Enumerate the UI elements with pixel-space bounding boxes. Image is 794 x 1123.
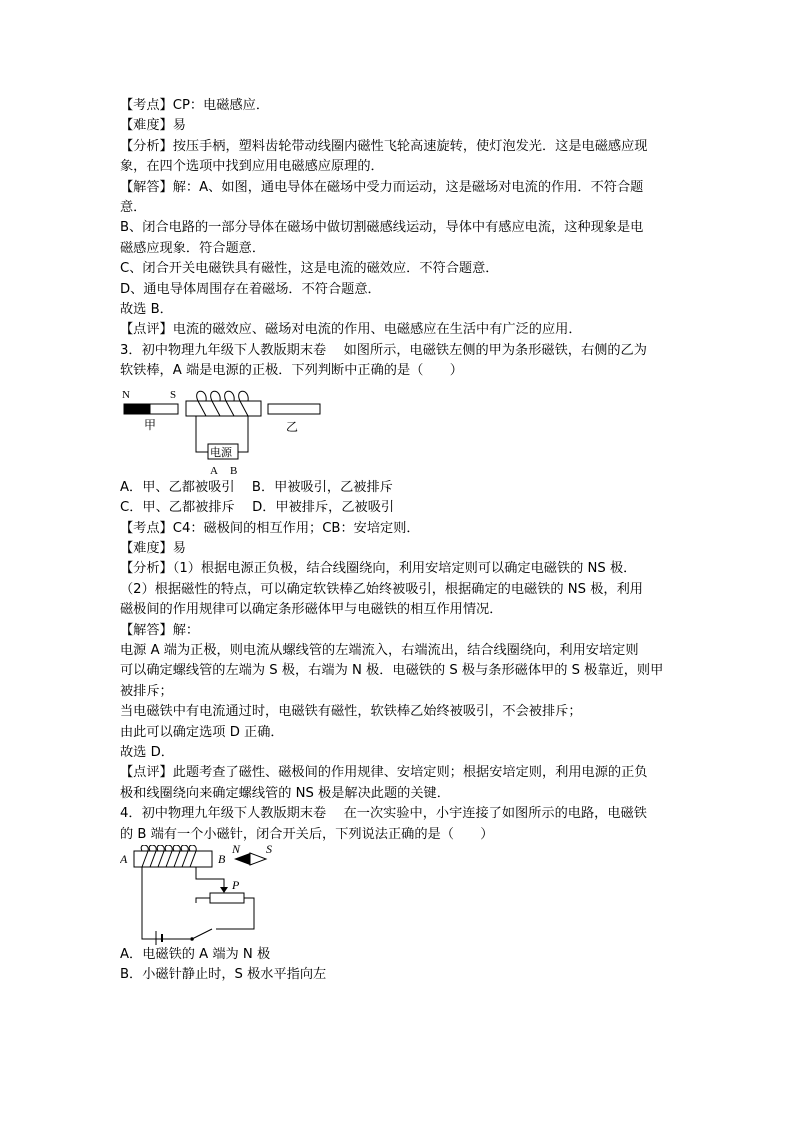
wire-left — [142, 867, 180, 939]
question-3-option: C．甲、乙都被排斥 D．甲被排斥，乙被吸引 — [120, 500, 395, 516]
text-line: 故选 D． — [120, 744, 174, 760]
terminal-a-label: A — [210, 464, 218, 477]
figure-electromagnet-circuit — [120, 845, 685, 945]
needle-n-label: N — [232, 845, 241, 856]
wire-rheostat-left — [196, 898, 210, 903]
text-line: D、通电导体周围存在着磁场．不符合题意． — [120, 281, 381, 297]
slider-arrow — [220, 887, 228, 893]
magnet-n-label: N — [122, 388, 130, 401]
document-content — [120, 96, 685, 986]
rheostat — [210, 893, 244, 903]
text-line: 可以确定螺线管的左端为 S 极，右端为 N 极．电磁铁的 S 极与条形磁体甲的 S 极靠近，则甲 — [120, 663, 664, 679]
text-line: 极和线圈绕向来确定螺线管的 NS 极是解决此题的关键． — [120, 785, 450, 801]
question-4-option: B．小磁针静止时，S 极水平指向左 — [120, 967, 327, 983]
text-line: 【分析】（1）根据电源正负极，结合线圈绕向，利用安培定则可以确定电磁铁的 NS 极． — [120, 561, 637, 577]
wire-right — [238, 416, 248, 452]
text-line: 【点评】此题考查了磁性、磁极间的作用规律、安培定则；根据安培定则，利用电源的正负 — [120, 765, 648, 781]
question-4-option: A．电磁铁的 A 端为 N 极 — [120, 947, 271, 962]
end-b-label: B — [218, 852, 226, 866]
wire-to-slider — [196, 867, 224, 889]
text-line: 意． — [120, 200, 147, 216]
text-line: 磁极间的作用规律可以确定条形磁体甲与电磁铁的相互作用情况． — [120, 602, 503, 618]
electromagnet-core — [134, 851, 212, 867]
magnet-jia-label: 甲 — [144, 417, 157, 432]
text-line: 被排斥； — [120, 683, 173, 699]
text-line: C、闭合开关电磁铁具有磁性，这是电流的磁效应．不符合题意． — [120, 261, 499, 277]
figure-1-svg — [120, 386, 360, 482]
magnet-n-half — [124, 404, 150, 414]
text-line: 磁感应现象．符合题意． — [120, 240, 266, 256]
text-line: 电源 A 端为正极，则电流从螺线管的左端流入，右端流出，结合线圈绕向，利用安培定则 — [120, 642, 639, 658]
compass-needle-s — [250, 853, 266, 865]
question-3-stem: 软铁棒，A 端是电源的正极．下列判断中正确的是（ ） — [120, 363, 463, 379]
wire-left — [196, 416, 208, 452]
text-line: B、闭合电路的一部分导体在磁场中做切割磁感线运动，导体中有感应电流，这种现象是电 — [120, 220, 644, 236]
question-4-stem: 4．初中物理九年级下人教版期末卷 在一次实验中，小宇连接了如图所示的电路，电磁铁 — [120, 806, 647, 822]
question-3-stem: 3．初中物理九年级下人教版期末卷 如图所示，电磁铁左侧的甲为条形磁铁，右侧的乙为 — [120, 342, 647, 358]
text-line: 【分析】按压手柄，塑料齿轮带动线圈内磁性飞轮高速旋转，使灯泡发光．这是电磁感应现 — [120, 138, 648, 154]
question-4-stem: 的 B 端有一个小磁针，闭合开关后，下列说法正确的是（ ） — [120, 826, 494, 842]
text-line: 【考点】CP：电磁感应． — [120, 98, 270, 113]
text-line: 【点评】电流的磁效应、磁场对电流的作用、电磁感应在生活中有广泛的应用． — [120, 322, 582, 338]
figure-2-svg — [120, 845, 290, 945]
text-line: 【解答】解：A、如图，通电导体在磁场中受力而运动，这是磁场对电流的作用．不符合题 — [120, 179, 644, 195]
text-line: 当电磁铁中有电流通过时，电磁铁有磁性，软铁棒乙始终被吸引，不会被排斥； — [120, 704, 582, 720]
needle-s-label: S — [266, 845, 272, 856]
switch-lever — [192, 929, 212, 939]
terminal-b-label: B — [230, 464, 238, 477]
text-line: 【难度】易 — [120, 118, 186, 134]
figure-electromagnet-magnet-rod — [120, 382, 685, 478]
question-3-option: A．甲、乙都被吸引 B．甲被吸引，乙被排斥 — [120, 479, 393, 495]
text-line: 【难度】易 — [120, 540, 186, 556]
magnet-s-half — [150, 404, 178, 414]
power-source-label: 电源 — [210, 446, 232, 459]
electromagnet-core — [186, 401, 261, 416]
text-line: 由此可以确定选项 D 正确． — [120, 724, 284, 740]
magnet-s-label: S — [170, 388, 177, 401]
text-line: 【考点】C4：磁极间的相互作用；CB：安培定则． — [120, 520, 420, 536]
soft-iron-rod — [268, 404, 320, 414]
rod-yi-label: 乙 — [286, 419, 299, 434]
end-a-label: A — [120, 852, 128, 866]
text-line: 【解答】解： — [120, 622, 200, 638]
text-line: （2）根据磁性的特点，可以确定软铁棒乙始终被吸引，根据确定的电磁铁的 NS 极，利用 — [120, 581, 643, 597]
text-line: 象，在四个选项中找到应用电磁感应原理的． — [120, 159, 384, 175]
slider-p-label: P — [232, 878, 240, 892]
text-line: 故选 B． — [120, 302, 173, 318]
